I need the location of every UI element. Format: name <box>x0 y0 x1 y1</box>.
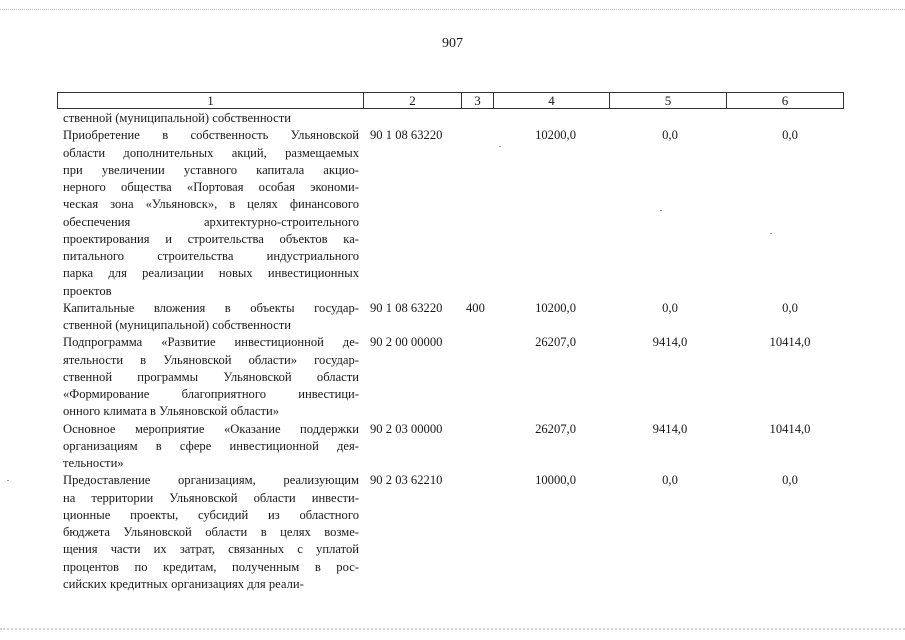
description-line: организациям в сфере инвестиционной дея- <box>63 438 359 453</box>
row-value-col6: 10414,0 <box>769 421 811 436</box>
description-line: ственной программы Ульяновской области <box>63 369 359 384</box>
description-line: Капитальные вложения в объекты государ- <box>63 300 359 315</box>
row-value-col5: 0,0 <box>662 128 678 143</box>
row-value-col6: 0,0 <box>782 300 798 315</box>
scan-speck <box>660 210 662 211</box>
row-value-col6: 10414,0 <box>769 335 811 350</box>
row-value-col4: 10200,0 <box>535 300 576 315</box>
description-line: нерного общества «Портовая особая экономи- <box>63 180 359 194</box>
row-value-col6: 0,0 <box>782 473 798 488</box>
description-line: Подпрограмма «Развитие инвестиционной де- <box>63 335 359 350</box>
column-header-1: 1 <box>58 93 364 109</box>
table-row <box>63 127 798 300</box>
column-header-6: 6 <box>727 93 844 109</box>
description-line: области дополнительных акций, размещаемых <box>63 145 359 160</box>
description-line: ственной (муниципальной) собственности <box>63 111 291 125</box>
column-header-row <box>57 92 844 109</box>
description-line: ятельности в Ульяновской области» государ- <box>63 352 359 367</box>
row-code: 90 1 08 63220 <box>370 128 443 143</box>
description-line: процентов по кредитам, полученным в рос- <box>63 559 359 574</box>
description-line: ческая зона «Ульяновск», в целях финансового <box>63 197 359 212</box>
description-line: «Формирование благоприятного инвестици- <box>63 387 359 401</box>
table-row <box>63 472 798 593</box>
description-line: щения части их затрат, связанных с уплатой <box>63 542 359 557</box>
description-line: Предоставление организациям, реализующим <box>63 473 359 488</box>
row-value-col4: 26207,0 <box>535 335 576 350</box>
description-line: обеспечения архитектурно-строительного <box>63 214 359 229</box>
row-value-col5: 0,0 <box>662 300 678 315</box>
row-code: 90 2 03 62210 <box>370 473 443 488</box>
description-line: на территории Ульяновской области инвести- <box>63 490 359 505</box>
row-value-col4: 10000,0 <box>535 473 576 488</box>
scan-speck <box>7 480 9 481</box>
description-line: при увеличении уставного капитала акцио- <box>63 162 359 177</box>
scan-speck <box>499 146 501 147</box>
table-row <box>63 421 811 473</box>
row-description <box>63 300 359 335</box>
description-line: онного климата в Ульяновской области» <box>63 404 280 419</box>
description-line: ственной (муниципальной) собственности <box>63 318 291 332</box>
column-header-5: 5 <box>610 93 727 109</box>
row-code: 90 2 00 00000 <box>370 335 443 350</box>
description-line: парка для реализации новых инвестиционных <box>63 266 359 281</box>
description-line: Основное мероприятие «Оказание поддержки <box>63 421 359 436</box>
table-row <box>63 334 811 420</box>
row-value-col5: 9414,0 <box>652 335 688 350</box>
table-row <box>63 300 798 335</box>
scan-edge-bottom <box>0 628 905 630</box>
row-expense-type: 400 <box>466 300 485 315</box>
row-description <box>63 110 359 127</box>
row-description <box>63 334 359 420</box>
page-number: 907 <box>442 36 463 51</box>
row-description <box>63 421 359 473</box>
column-header-2: 2 <box>364 93 462 109</box>
description-line: сийских кредитных организациях для реали- <box>63 576 304 591</box>
scan-speck <box>770 233 772 234</box>
description-line: ционные проекты, субсидий из областного <box>63 507 359 522</box>
description-line: Приобретение в собственность Ульяновской <box>63 128 359 143</box>
row-description <box>63 127 359 300</box>
description-line: бюджета Ульяновской области в целях возме- <box>63 525 359 539</box>
row-value-col6: 0,0 <box>782 128 798 143</box>
column-header-4: 4 <box>494 93 610 109</box>
row-description <box>63 472 359 593</box>
description-line: тельности» <box>63 456 124 470</box>
budget-table-body <box>63 110 811 593</box>
row-value-col4: 10200,0 <box>535 128 576 143</box>
description-line: проектов <box>63 283 112 298</box>
row-code: 90 2 03 00000 <box>370 421 443 436</box>
description-line: проектирования и строительства объектов ка- <box>63 231 359 246</box>
column-header-3: 3 <box>462 93 494 109</box>
scan-edge-top <box>0 9 905 10</box>
description-line: питального строительства индустриального <box>63 249 359 263</box>
row-value-col5: 0,0 <box>662 473 678 488</box>
table-row <box>63 110 359 127</box>
row-value-col5: 9414,0 <box>652 421 688 436</box>
row-value-col4: 26207,0 <box>535 421 576 436</box>
row-code: 90 1 08 63220 <box>370 300 443 315</box>
